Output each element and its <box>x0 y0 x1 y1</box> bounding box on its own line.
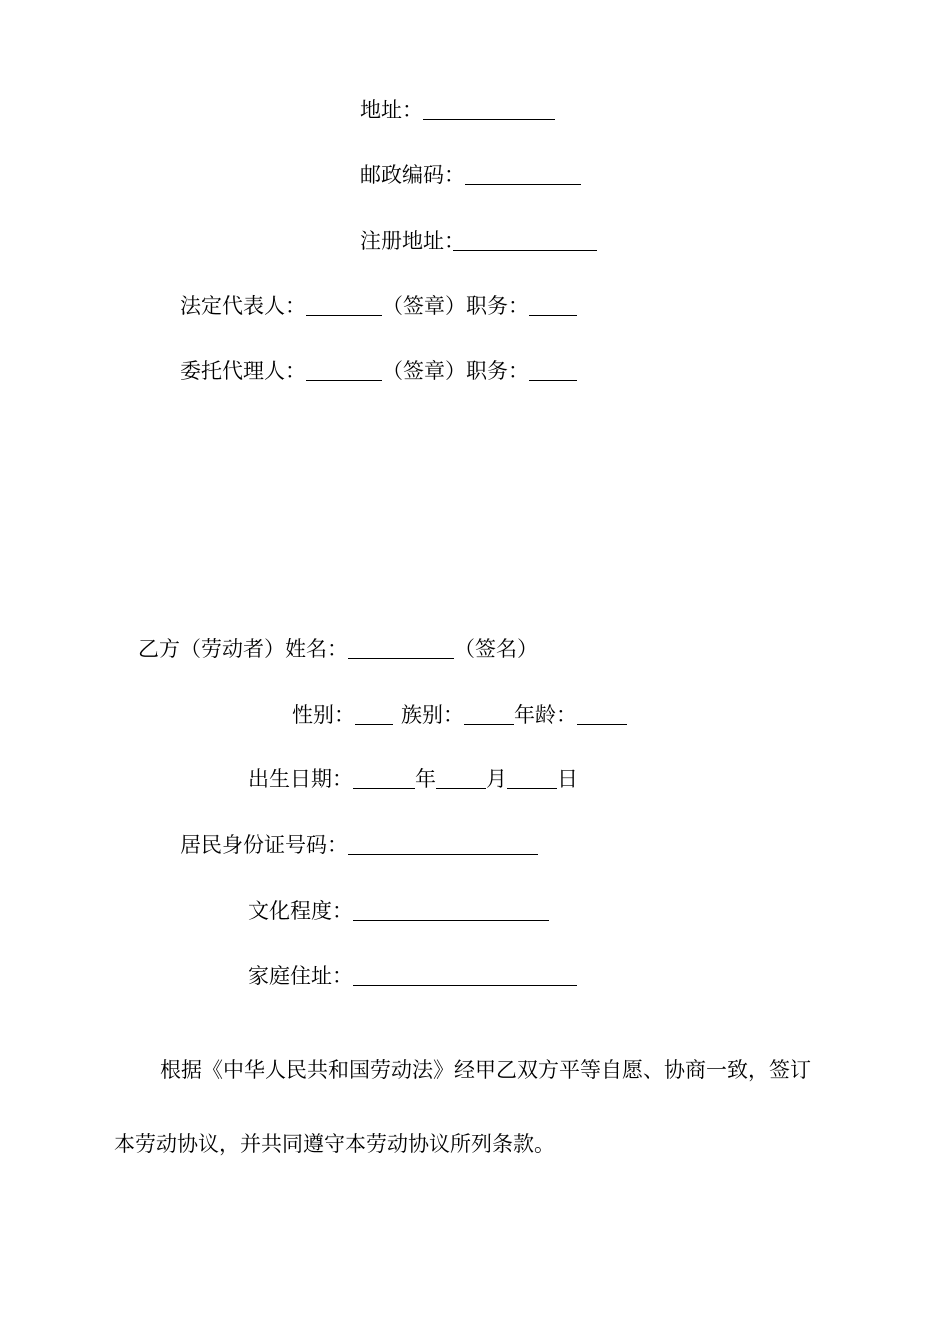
registered-address-blank[interactable] <box>453 228 597 251</box>
agent-seal: （签章）职务： <box>382 359 529 383</box>
education-row <box>248 896 549 926</box>
postal-code-row <box>360 160 581 190</box>
year-label: 年 <box>415 767 436 791</box>
legal-rep-label: 法定代表人： <box>180 294 306 318</box>
gender-label: 性别： <box>292 703 355 727</box>
postal-code-blank[interactable] <box>465 162 581 185</box>
party-b-name-row <box>138 634 538 664</box>
registered-address-label: 注册地址： <box>360 229 465 253</box>
party-b-sign-label: （签名） <box>454 637 538 661</box>
id-number-label: 居民身份证号码： <box>180 833 348 857</box>
home-address-label: 家庭住址： <box>248 964 353 988</box>
month-label: 月 <box>486 767 507 791</box>
gender-row <box>292 700 627 730</box>
agent-position-blank[interactable] <box>529 358 577 381</box>
address-row <box>360 95 555 125</box>
id-number-blank[interactable] <box>348 832 538 855</box>
education-blank[interactable] <box>353 898 549 921</box>
birth-date-label: 出生日期： <box>248 767 353 791</box>
agreement-line-2: 本劳动协议，并共同遵守本劳动协议所列条款。 <box>114 1132 555 1156</box>
registered-address-row <box>360 226 597 256</box>
ethnicity-label: 族别： <box>401 703 464 727</box>
address-label: 地址： <box>360 98 423 122</box>
gender-blank[interactable] <box>355 702 393 725</box>
age-label: 年龄： <box>514 703 577 727</box>
ethnicity-blank[interactable] <box>464 702 514 725</box>
party-b-name-label: 乙方（劳动者）姓名： <box>138 637 348 661</box>
id-number-row <box>180 830 538 860</box>
birth-year-blank[interactable] <box>353 766 415 789</box>
education-label: 文化程度： <box>248 899 353 923</box>
address-blank[interactable] <box>423 97 555 120</box>
agent-blank[interactable] <box>306 358 382 381</box>
birth-day-blank[interactable] <box>507 766 557 789</box>
postal-code-label: 邮政编码： <box>360 163 465 187</box>
home-address-row <box>248 961 577 991</box>
legal-rep-seal: （签章）职务： <box>382 294 529 318</box>
day-label: 日 <box>557 767 578 791</box>
birth-month-blank[interactable] <box>436 766 486 789</box>
party-b-name-blank[interactable] <box>348 636 454 659</box>
legal-rep-row <box>180 291 577 321</box>
birth-date-row <box>248 764 578 794</box>
legal-rep-blank[interactable] <box>306 293 382 316</box>
agent-row <box>180 356 577 386</box>
legal-rep-position-blank[interactable] <box>529 293 577 316</box>
home-address-blank[interactable] <box>353 963 577 986</box>
agreement-line-1: 根据《中华人民共和国劳动法》经甲乙双方平等自愿、协商一致，签订 <box>160 1058 811 1082</box>
agent-label: 委托代理人： <box>180 359 306 383</box>
age-blank[interactable] <box>577 702 627 725</box>
